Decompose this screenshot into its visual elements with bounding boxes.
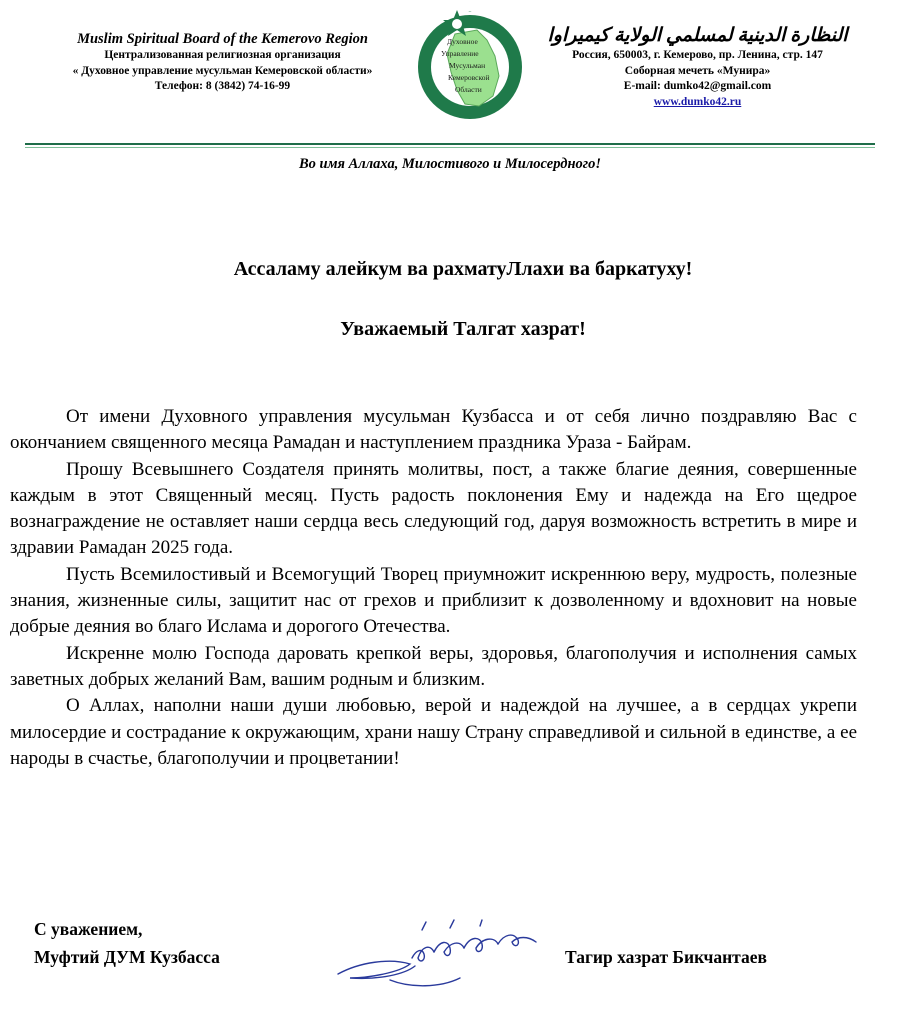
org-email: E-mail: dumko42@gmail.com xyxy=(623,80,772,92)
paragraph: Искренне молю Господа даровать крепкой веры, здоровья, благополучия и исполнения самых заветных добрых желаний Вам, вашим родным и близким. xyxy=(10,642,857,690)
organization-logo-icon xyxy=(415,6,525,124)
logo-line-4: Кемеровской xyxy=(448,73,490,82)
salutation-heading: Уважаемый Талгат хазрат! xyxy=(340,318,586,340)
org-name-ru: « Духовное управление мусульман Кемеровской области» xyxy=(72,64,373,77)
bismillah: Во имя Аллаха, Милостивого и Милосердного! xyxy=(298,156,601,172)
paragraph: Пусть Всемилостивый и Всемогущий Творец приумножит искреннюю веру, мудрость, полезные знания, жизненные силы, защитит нас от грехов и приблизит к дозволенному и вдохновит на новые добрые деяния во благо Ислама и дорогого Отечества. xyxy=(10,563,857,638)
org-phone: Телефон: 8 (3842) 74-16-99 xyxy=(154,80,291,92)
paragraph: От имени Духовного управления мусульман Кузбасса и от себя лично поздравляю Вас с окончанием священного месяца Рамадан и наступлением праздника Ураза - Байрам. xyxy=(10,406,857,454)
letter-body xyxy=(10,404,857,772)
org-type: Централизованная религиозная организация xyxy=(104,49,341,61)
signer-name: Тагир хазрат Бикчантаев xyxy=(565,947,767,967)
header-divider-thin xyxy=(25,147,875,148)
header-right-block xyxy=(520,24,875,110)
org-name-ar: النظارة الدينية لمسلمي الولاية كيميراوا xyxy=(547,25,848,46)
header-left-block xyxy=(30,30,415,95)
org-website-link[interactable]: www.dumko42.ru xyxy=(653,95,742,108)
logo-line-2: Управление xyxy=(441,49,479,58)
logo-line-1: Духовное xyxy=(447,37,478,46)
org-mosque: Соборная мечеть «Мунира» xyxy=(624,64,771,77)
logo-line-3: Мусульман xyxy=(449,61,486,70)
closing-title: Муфтий ДУМ Кузбасса xyxy=(34,947,220,967)
org-address: Россия, 650003, г. Кемерово, пр. Ленина, стр. 147 xyxy=(572,49,823,61)
svg-text:~: ~ xyxy=(468,10,472,15)
org-name-en: Muslim Spiritual Board of the Kemerovo Region xyxy=(77,31,368,47)
paragraph: О Аллах, наполни наши души любовью, верой и надеждой на лучшее, а в сердцах укрепи милосердие и сострадание к окружающим, храни нашу Страну справедливой и сильной в единстве, а ее народы в счастье, благополучии и процветании! xyxy=(10,695,857,769)
handwritten-signature xyxy=(330,918,550,1000)
header-divider xyxy=(25,143,875,145)
closing-block xyxy=(34,915,220,971)
logo-line-5: Области xyxy=(455,85,482,94)
paragraph: Прошу Всевышнего Создателя принять молитвы, пост, а также благие деяния, совершенные каждым в этот Священный месяц. Пусть радость поклонения Ему и надежда на Его щедрое вознаграждение не оставляет наши сердца весь следующий год, даруя возможность встретить в мире и здравии Рамадан 2025 года. xyxy=(10,458,857,559)
closing-regards: С уважением, xyxy=(34,919,143,939)
greeting-heading: Ассаламу алейкум ва рахматуЛлахи ва баркатуху! xyxy=(233,258,693,280)
